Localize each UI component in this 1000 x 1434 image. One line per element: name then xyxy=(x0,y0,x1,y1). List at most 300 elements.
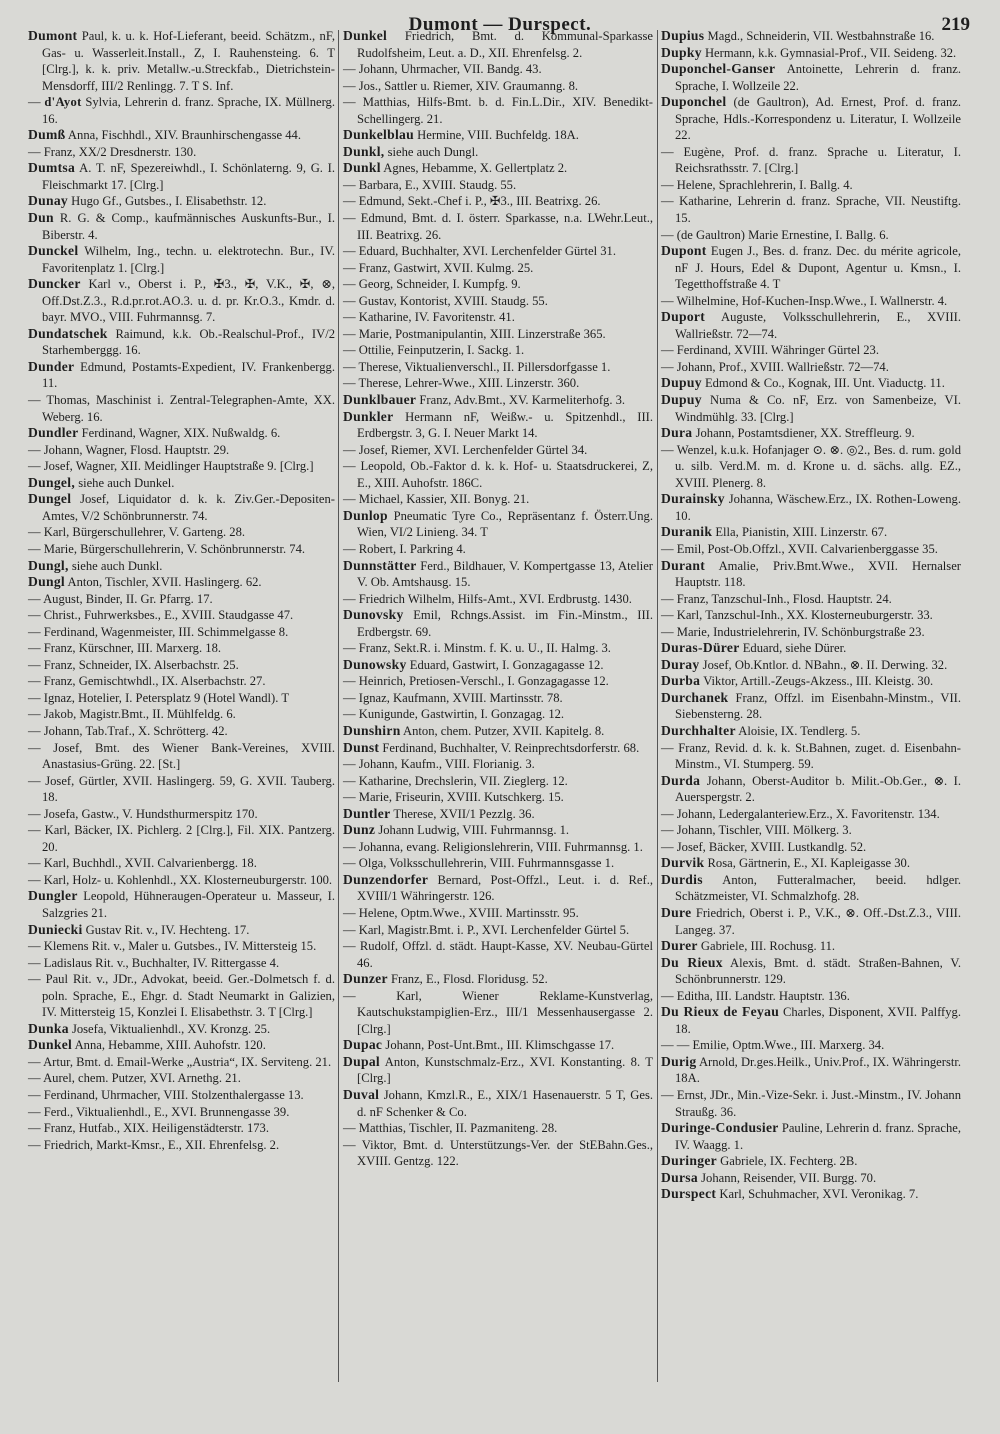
directory-entry xyxy=(661,740,961,773)
entry-dash: — xyxy=(661,293,677,308)
entry-details: Johann, Tischler, VIII. Mölkerg. 3. xyxy=(676,823,852,838)
entry-name: Dumß xyxy=(28,127,66,143)
directory-entry xyxy=(28,210,335,243)
entry-name: Durda xyxy=(661,772,701,788)
entry-details: Marie, Postmanipulantin, XIII. Linzerstraße 365. xyxy=(358,326,606,341)
entry-dash: — xyxy=(343,674,359,689)
directory-entry xyxy=(28,723,335,740)
entry-details: Leopold, Ob.-Faktor d. k. k. Hof- u. Staatsdruckerei, Z, E., XIII. Auhofstr. 186C. xyxy=(357,459,653,490)
directory-entry xyxy=(343,789,653,806)
entry-dash: — xyxy=(343,1121,359,1136)
entry-details: Jos., Sattler u. Riemer, XIV. Graumanng. 8. xyxy=(358,78,579,93)
directory-entry xyxy=(28,706,335,723)
entry-details: Josef, Bmt. des Wiener Bank-Vereines, XVIII. Anastasius-Grüng. 22. [St.] xyxy=(42,740,335,772)
directory-entry xyxy=(661,359,961,376)
entry-details: Karl v., Oberst i. P., ✠3., ✠, V.K., ✠, ⊗, Off.Dst.Z.3., R.d.pr.rot.AO.3. u. d. pr. Kr.O.3., Kmdr. d. bayr. MVO., VIII. Fuhrmannsg. 7. xyxy=(42,277,335,325)
entry-name: Du Rieux de Feyau xyxy=(661,1004,780,1020)
entry-dash: — xyxy=(343,194,359,209)
directory-entry xyxy=(343,243,653,260)
entry-details: Josef, Ob.Kntlor. d. NBahn., ⊗. II. Derwing. 32. xyxy=(699,657,948,672)
directory-entry xyxy=(661,144,961,177)
entry-details: Johann, Prof., XVIII. Wallrießstr. 72—74. xyxy=(676,359,889,374)
entry-details: Franz, Gastwirt, XVII. Kulmg. 25. xyxy=(358,260,534,275)
directory-entry xyxy=(343,160,653,177)
entry-name: Duringer xyxy=(661,1153,718,1169)
directory-entry xyxy=(343,690,653,707)
entry-details: Josef, Liquidator d. k. k. Ziv.Ger.-Depositen-Amtes, V/2 Schönbrunnerstr. 74. xyxy=(42,492,335,523)
entry-dash: — xyxy=(661,988,677,1003)
entry-details: Eduard, siehe Dürer. xyxy=(739,641,847,656)
entry-name: Duponchel xyxy=(661,94,727,110)
directory-entry xyxy=(343,988,653,1038)
entry-dash: — xyxy=(28,856,44,871)
entry-details: Anton, Tischler, XVII. Haslingerg. 62. xyxy=(65,575,262,590)
entry-details: Edmund, Bmt. d. I. österr. Sparkasse, n.a. LWehr.Leut., III. Beatrixg. 26. xyxy=(357,211,653,242)
entry-details: Olga, Volksschullehrerin, VIII. Fuhrmannsgasse 1. xyxy=(358,856,615,871)
entry-details: Josefa, Viktualienhdl., XV. Kronzg. 25. xyxy=(68,1021,271,1036)
entry-dash: — xyxy=(661,1088,677,1102)
entry-name: Dunkelblau xyxy=(343,127,415,143)
directory-entry xyxy=(343,276,653,293)
entry-details: Hermann nF, Weißw.- u. Spitzenhdl., III. Erdbergstr. 3, G. I. Neuer Markt 14. xyxy=(357,409,653,441)
entry-dash: — xyxy=(343,641,359,656)
entry-name: Dupius xyxy=(661,28,705,43)
entry-details: Matthias, Tischler, II. Pazmaniteng. 28. xyxy=(358,1121,558,1136)
entry-details: Michael, Kassier, XII. Bonyg. 21. xyxy=(358,492,530,507)
directory-entry xyxy=(343,740,653,757)
entry-dash: — xyxy=(28,723,44,738)
entry-dash: — xyxy=(28,773,46,788)
entry-details: Ferd., Bildhauer, V. Kompertgasse 13, Atelier V. Ob. Amtshausg. 15. xyxy=(357,558,653,590)
directory-entry xyxy=(661,442,961,492)
directory-entry xyxy=(28,392,335,425)
entry-name: Dunovsky xyxy=(343,607,404,623)
directory-column-1 xyxy=(28,28,335,1153)
directory-entry xyxy=(661,1170,961,1187)
directory-entry xyxy=(343,822,653,839)
entry-details: Agnes, Hebamme, X. Gellertplatz 2. xyxy=(380,161,568,176)
directory-entry xyxy=(28,276,335,326)
entry-details: Josef, Wagner, XII. Meidlinger Hauptstraße 9. [Clrg.] xyxy=(43,459,314,474)
entry-dash: — xyxy=(28,1121,44,1136)
directory-column-3 xyxy=(661,28,961,1203)
column-divider xyxy=(338,30,339,1382)
entry-name: Duringe-Condusier xyxy=(661,1120,779,1136)
directory-entry xyxy=(661,1153,961,1170)
entry-dash: — xyxy=(28,806,44,821)
entry-name: Durba xyxy=(661,673,701,689)
entry-dash: — xyxy=(28,442,44,457)
entry-details: Charles, Disponent, XVII. Palffyg. 18. xyxy=(675,1005,961,1036)
entry-details: Johann, Oberst-Auditor b. Milit.-Ob.Ger., ⊗. I. Auerspergstr. 2. xyxy=(675,773,961,805)
entry-details: Bernard, Post-Offzl., Leut. i. d. Ref., XVIII/1 Währingerstr. 126. xyxy=(357,872,653,904)
directory-entry xyxy=(661,872,961,905)
entry-details: Johann, Uhrmacher, VII. Bandg. 43. xyxy=(358,62,542,77)
directory-entry xyxy=(661,839,961,856)
entry-details: siehe auch Dunkel. xyxy=(75,475,175,490)
directory-entry xyxy=(661,988,961,1005)
entry-details: Alexis, Bmt. d. städt. Straßen-Bahnen, V. Schönbrunnerstr. 129. xyxy=(675,955,961,987)
entry-details: Karl, Buchhdl., XVII. Calvarienbergg. 18. xyxy=(43,856,257,871)
entry-details: Edmund, Sekt.-Chef i. P., ✠3., III. Beatrixg. 26. xyxy=(358,194,601,209)
entry-dash: — xyxy=(343,1137,362,1152)
entry-name: Durvik xyxy=(661,855,705,871)
entry-dash: — xyxy=(343,757,359,772)
entry-name: Durant xyxy=(661,557,706,573)
entry-name: Dun xyxy=(28,210,54,226)
directory-entry xyxy=(343,342,653,359)
entry-details: Paul, k. u. k. Hof-Lieferant, beeid. Schätzm., nF, Gas- u. Wasserleit.Install., Z, I. Rauhensteing. 6. T [Clrg.], k. k. priv. Metallw.-u.Streckfab., Dietrichstein-Mensdorff, III/2 Renlingg. 7. T S. Inf. xyxy=(42,29,335,93)
entry-details: Auguste, Volksschullehrerin, E., XVIII. Wallrießstr. 72—74. xyxy=(675,310,961,341)
entry-name: Durer xyxy=(661,938,698,954)
directory-entry xyxy=(28,1054,335,1071)
entry-details: Artur, Bmt. d. Email-Werke „Austria“, IX. Serviteng. 21. xyxy=(43,1054,332,1069)
directory-entry xyxy=(343,94,653,127)
entry-details: Josef, Bäcker, XVIII. Lustkandlg. 52. xyxy=(676,839,867,854)
entry-dash: — xyxy=(28,641,44,656)
entry-dash: — xyxy=(28,1071,44,1086)
directory-entry xyxy=(661,193,961,226)
directory-entry xyxy=(28,160,335,193)
entry-details: Johann, Wagner, Flosd. Hauptstr. 29. xyxy=(43,442,230,457)
entry-details: Aurel, chem. Putzer, XVI. Arnethg. 21. xyxy=(43,1071,241,1086)
entry-name: Dunckel xyxy=(28,243,79,259)
entry-dash: — xyxy=(28,624,44,639)
entry-details: (de Gaultron), Ad. Ernest, Prof. d. franz. Sprache, Hdls.-Korrespondenz u. Literatur, I. Wollzeile 22. xyxy=(675,95,961,143)
directory-entry xyxy=(343,558,653,591)
entry-dash: — xyxy=(343,277,359,292)
entry-details: Franz, Gemischtwhdl., IX. Alserbachstr. 27. xyxy=(43,674,266,689)
entry-details: Ferd., Viktualienhdl., E., XVI. Brunnengasse 39. xyxy=(43,1104,290,1119)
directory-entry xyxy=(661,491,961,524)
entry-details: Paul Rit. v., JDr., Advokat, beeid. Ger.-Dolmetsch f. d. poln. Sprache, E., Ehgr. d. Stadt Neumarkt in Galizien, IV. Mittersteig 15, Konzlei I. Elisabethstr. 3. T [Clrg.] xyxy=(42,972,335,1020)
directory-entry xyxy=(28,574,335,591)
entry-details: Karl, Bäcker, IX. Pichlerg. 2 [Clrg.], Fil. XIX. Pantzerg. 20. xyxy=(42,823,336,854)
directory-entry xyxy=(661,541,961,558)
entry-details: Heinrich, Pretiosen-Verschl., I. Gonzagagasse 12. xyxy=(358,674,609,689)
entry-name: Dunz xyxy=(343,822,376,838)
entry-dash: — xyxy=(343,95,363,110)
directory-entry xyxy=(661,177,961,194)
entry-dash: — xyxy=(28,1104,44,1119)
entry-dash: — xyxy=(343,939,360,954)
entry-details: Magd., Schneiderin, VII. Westbahnstraße 16. xyxy=(704,29,935,43)
entry-details: Karl, Wiener Reklame-Kunstverlag, Kautschukstampiglien-Erz., III/1 Messenhausergasse 2. [Clrg.] xyxy=(357,988,653,1036)
column-divider xyxy=(657,30,658,1382)
directory-entry xyxy=(661,524,961,541)
entry-name: Dunklbauer xyxy=(343,392,417,408)
page-number: 219 xyxy=(941,14,970,35)
directory-entry xyxy=(343,458,653,491)
entry-details: Friedrich, Markt-Kmsr., E., XII. Ehrenfelsg. 2. xyxy=(43,1137,280,1152)
entry-details: Ferdinand, Wagenmeister, III. Schimmelgasse 8. xyxy=(43,624,289,639)
entry-dash: — xyxy=(28,95,45,110)
directory-entry xyxy=(343,1120,653,1137)
entry-dash: — xyxy=(343,591,359,606)
directory-entry xyxy=(343,607,653,640)
entry-name: Dunkel xyxy=(343,28,388,43)
directory-entry xyxy=(343,839,653,856)
entry-name: Dupuy xyxy=(661,392,702,408)
entry-details: Eduard, Buchhalter, XVI. Lerchenfelder Gürtel 31. xyxy=(358,244,616,259)
entry-dash: — xyxy=(28,525,44,540)
entry-details: Hermine, VIII. Buchfeldg. 18A. xyxy=(414,128,579,143)
directory-entry xyxy=(343,591,653,608)
entry-details: Johanna, Wäschew.Erz., IX. Rothen-Loweng. 10. xyxy=(675,492,961,523)
entry-dash: — xyxy=(28,657,44,672)
entry-name: Duntler xyxy=(343,805,391,821)
entry-dash: — xyxy=(28,393,47,408)
entry-details: Sylvia, Lehrerin d. franz. Sprache, IX. Müllnerg. 16. xyxy=(42,95,335,126)
entry-name: Dupal xyxy=(343,1053,381,1069)
directory-entry xyxy=(343,872,653,905)
directory-entry xyxy=(661,640,961,657)
entry-dash: — xyxy=(661,541,677,556)
entry-details: Rosa, Gärtnerin, E., XI. Kapleigasse 30. xyxy=(704,856,911,871)
entry-details: Arnold, Dr.ges.Heilk., Univ.Prof., IX. Währingerstr. 18A. xyxy=(675,1054,961,1086)
entry-details: siehe auch Dungl. xyxy=(384,144,479,159)
directory-entry xyxy=(343,375,653,392)
directory-entry xyxy=(661,806,961,823)
entry-name: Durdis xyxy=(661,871,703,887)
directory-entry xyxy=(28,971,335,1021)
directory-entry xyxy=(28,442,335,459)
entry-name: Dungel xyxy=(28,491,72,507)
entry-name: Dunzer xyxy=(343,971,388,987)
directory-entry xyxy=(661,227,961,244)
directory-entry xyxy=(28,1037,335,1054)
entry-details: Ladislaus Rit. v., Buchhalter, IV. Rittergasse 4. xyxy=(43,955,280,970)
directory-entry xyxy=(28,1070,335,1087)
entry-dash: — xyxy=(661,194,680,209)
entry-dash: — xyxy=(28,707,44,722)
directory-entry xyxy=(28,127,335,144)
entry-dash: — xyxy=(28,1137,44,1152)
directory-entry xyxy=(28,955,335,972)
entry-name: Durainsky xyxy=(661,491,725,507)
entry-dash: — xyxy=(661,839,677,854)
directory-entry xyxy=(28,938,335,955)
entry-dash: — xyxy=(28,541,44,556)
entry-dash: — xyxy=(343,492,359,507)
entry-details: Therese, Viktualienverschl., II. Pillersdorfgasse 1. xyxy=(358,359,611,374)
entry-details: Christ., Fuhrwerksbes., E., XVIII. Staudgasse 47. xyxy=(43,608,294,623)
entry-details: Robert, I. Parkring 4. xyxy=(358,541,466,556)
entry-details: Ferdinand, XVIII. Währinger Gürtel 23. xyxy=(676,343,880,358)
entry-name: Dupuy xyxy=(661,375,702,391)
entry-details: Viktor, Artill.-Zeugs-Akzess., III. Kleistg. 30. xyxy=(700,674,934,689)
entry-name: Duniecki xyxy=(28,921,83,937)
entry-details: Helene, Optm.Wwe., XVIII. Martinsstr. 95. xyxy=(358,905,579,920)
directory-entry xyxy=(661,938,961,955)
directory-entry xyxy=(28,806,335,823)
entry-dash: — xyxy=(661,343,677,358)
entry-name: Duport xyxy=(661,309,706,325)
entry-name: Duponchel-Ganser xyxy=(661,61,776,77)
entry-name: Dupky xyxy=(661,44,702,60)
entry-details: Johann, Reisender, VII. Burgg. 70. xyxy=(698,1170,877,1185)
entry-details: Hugo Gf., Gutsbes., I. Elisabethstr. 12. xyxy=(68,194,267,209)
entry-details: Anton, chem. Putzer, XVII. Kapitelg. 8. xyxy=(400,723,605,738)
directory-entry xyxy=(343,210,653,243)
entry-details: Franz, Tanzschul-Inh., Flosd. Hauptstr. 24. xyxy=(676,591,892,606)
entry-name: Dungel, xyxy=(28,474,76,490)
directory-entry xyxy=(661,342,961,359)
entry-dash: — xyxy=(343,310,359,325)
entry-name: Dura xyxy=(661,425,693,441)
entry-details: siehe auch Dunkl. xyxy=(68,558,163,573)
directory-entry xyxy=(28,690,335,707)
entry-dash: — xyxy=(661,608,677,623)
entry-name: Dungler xyxy=(28,888,78,904)
entry-details: Rudolf, Offzl. d. städt. Haupt-Kasse, XV. Neubau-Gürtel 46. xyxy=(357,939,653,970)
entry-details: Ferdinand, Buchhalter, V. Reinprechtsdorferstr. 68. xyxy=(379,740,640,755)
entry-details: Antoinette, Lehrerin d. franz. Sprache, I. Wollzeile 22. xyxy=(675,62,961,93)
directory-entry xyxy=(661,690,961,723)
directory-entry xyxy=(28,144,335,161)
entry-name: Durig xyxy=(661,1053,697,1069)
directory-entry xyxy=(28,558,335,575)
entry-dash: — xyxy=(343,707,359,722)
directory-entry xyxy=(28,524,335,541)
entry-details: Johann, Tab.Traf., X. Schrötterg. 42. xyxy=(43,723,228,738)
entry-details: Karl, Holz- u. Kohlenhdl., XX. Klosterneuburgerstr. 100. xyxy=(43,872,333,887)
directory-entry xyxy=(28,624,335,641)
entry-details: Ignaz, Kaufmann, XVIII. Martinsstr. 78. xyxy=(358,690,563,705)
entry-details: Gustav Rit. v., IV. Hechteng. 17. xyxy=(82,922,250,937)
directory-entry xyxy=(28,855,335,872)
directory-entry xyxy=(28,1137,335,1154)
entry-name: Dunnstätter xyxy=(343,557,417,573)
entry-name: Dunkl, xyxy=(343,143,385,159)
entry-details: Karl, Tanzschul-Inh., XX. Klosterneuburgerstr. 33. xyxy=(676,608,933,623)
directory-entry xyxy=(28,591,335,608)
directory-entry xyxy=(343,723,653,740)
entry-dash: — xyxy=(343,459,361,474)
directory-entry xyxy=(28,607,335,624)
directory-entry xyxy=(661,243,961,293)
entry-dash: — xyxy=(661,144,684,159)
directory-entry xyxy=(343,409,653,442)
directory-entry xyxy=(343,78,653,95)
directory-entry xyxy=(661,673,961,690)
entry-details: Therese, XVII/1 Pezzlg. 36. xyxy=(390,806,535,821)
entry-details: Friedrich Wilhelm, Hilfs-Amt., XVI. Erdbrustg. 1430. xyxy=(358,591,632,606)
entry-dash: — xyxy=(343,78,359,93)
entry-dash: — xyxy=(28,740,54,755)
entry-name: d'Ayot xyxy=(44,95,82,110)
directory-entry xyxy=(661,723,961,740)
entry-details: Gustav, Kontorist, XVIII. Staudg. 55. xyxy=(358,293,548,308)
entry-dash: — xyxy=(661,624,677,639)
entry-details: Emil, Rchngs.Assist. im Fin.-Minstm., III. Erdbergstr. 69. xyxy=(357,608,653,639)
entry-name: Dunst xyxy=(343,739,380,755)
entry-details: Thomas, Maschinist i. Zentral-Telegraphen-Amte, XX. Weberg. 16. xyxy=(42,393,335,424)
entry-details: Raimund, k.k. Ob.-Realschul-Prof., IV/2 Starhemberggg. 16. xyxy=(42,326,335,358)
entry-name: Durspect xyxy=(661,1186,717,1202)
entry-dash: — xyxy=(343,690,359,705)
entry-details: Eugen J., Bes. d. franz. Dec. du mérite agricole, nF J. Hours, Edel & Dupont, Agentur u. Kmsn., I. Tegetthoffstraße 4. T xyxy=(675,244,961,292)
entry-name: Duras-Dürer xyxy=(661,640,740,656)
entry-details: Helene, Sprachlehrerin, I. Ballg. 4. xyxy=(676,177,853,192)
directory-entry xyxy=(343,293,653,310)
entry-dash: — xyxy=(661,442,677,457)
entry-name: Dunzendorfer xyxy=(343,871,429,887)
entry-dash: — xyxy=(28,1088,44,1102)
directory-entry xyxy=(661,28,961,45)
entry-dash: — xyxy=(343,922,359,937)
entry-details: Gabriele, IX. Fechterg. 2B. xyxy=(717,1154,858,1169)
directory-entry xyxy=(343,1054,653,1087)
entry-name: Dupont xyxy=(661,243,707,259)
entry-dash: — xyxy=(343,790,359,805)
directory-entry xyxy=(343,392,653,409)
entry-name: Dunkel xyxy=(28,1037,73,1053)
entry-name: Dunkler xyxy=(343,408,394,424)
directory-entry xyxy=(661,1004,961,1037)
entry-details: Franz, XX/2 Dresdnerstr. 130. xyxy=(43,144,197,159)
entry-dash: — xyxy=(28,872,44,887)
entry-dash: — xyxy=(343,177,359,192)
entry-dash: — xyxy=(343,293,359,308)
entry-details: Josefa, Gastw., V. Hundsthurmerspitz 170. xyxy=(43,806,258,821)
directory-entry xyxy=(28,541,335,558)
directory-entry xyxy=(661,1054,961,1087)
directory-entry xyxy=(661,1120,961,1153)
directory-entry xyxy=(343,673,653,690)
directory-entry xyxy=(343,61,653,78)
directory-entry xyxy=(343,773,653,790)
directory-entry xyxy=(661,61,961,94)
entry-dash: — xyxy=(343,905,359,920)
entry-dash: — xyxy=(28,955,44,970)
directory-entry xyxy=(28,326,335,359)
directory-entry xyxy=(661,375,961,392)
directory-entry xyxy=(661,392,961,425)
entry-details: Marie, Industrielehrerin, IV. Schönburgstraße 23. xyxy=(676,624,925,639)
directory-entry xyxy=(343,309,653,326)
entry-dash: — xyxy=(28,939,44,954)
entry-dash: — xyxy=(661,806,677,821)
directory-entry xyxy=(28,425,335,442)
entry-name: Dundatschek xyxy=(28,325,108,341)
entry-name: Dunkl xyxy=(343,160,381,176)
entry-details: Friedrich, Bmt. d. Kommunal-Sparkasse Rudolfsheim, Leut. a. D., XII. Ehrenfelsg. 2. xyxy=(357,29,653,60)
directory-entry xyxy=(661,558,961,591)
directory-entry xyxy=(661,1087,961,1120)
entry-dash: — xyxy=(343,839,359,854)
directory-entry xyxy=(343,971,653,988)
directory-entry xyxy=(661,45,961,62)
entry-details: Matthias, Hilfs-Bmt. b. d. Fin.L.Dir., XIV. Benedikt-Schellingerg. 21. xyxy=(357,95,653,126)
directory-entry xyxy=(343,938,653,971)
directory-entry xyxy=(28,1087,335,1104)
entry-dash: — xyxy=(343,326,359,341)
directory-entry xyxy=(661,855,961,872)
directory-entry xyxy=(661,94,961,144)
entry-details: Johann, Kaufm., VIII. Florianig. 3. xyxy=(358,757,535,772)
entry-details: Edmond & Co., Kognak, III. Unt. Viaductg. 11. xyxy=(701,376,945,391)
entry-details: Georg, Schneider, I. Kumpfg. 9. xyxy=(358,277,521,292)
entry-dash: — xyxy=(28,690,44,705)
entry-dash: — xyxy=(343,376,359,391)
directory-entry xyxy=(343,359,653,376)
entry-dash: — xyxy=(343,343,359,358)
entry-details: Anton, Kunstschmalz-Erz., XVI. Konstanting. 8. T [Clrg.] xyxy=(357,1054,653,1086)
directory-entry xyxy=(661,905,961,938)
directory-entry xyxy=(28,491,335,524)
directory-entry xyxy=(343,905,653,922)
